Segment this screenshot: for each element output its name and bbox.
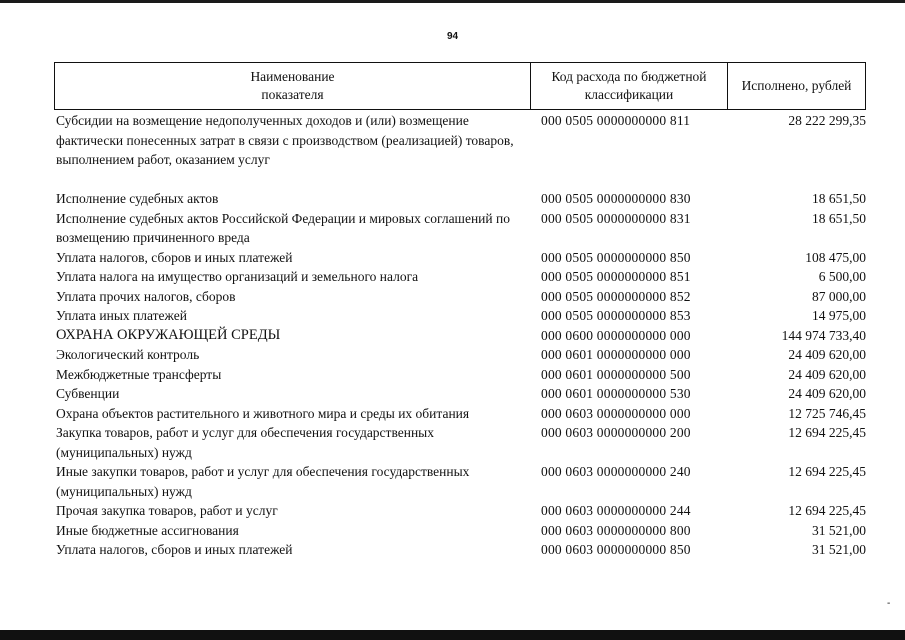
row-amount: 18 651,50 — [812, 210, 866, 226]
row-code: 000 0603 0000000000 240 — [541, 464, 691, 479]
page-number: 94 — [446, 31, 459, 42]
row-name: Охрана объектов растительного и животного мира и среды их обитания — [56, 405, 470, 421]
row-amount: 108 475,00 — [805, 249, 866, 265]
row-name: Иные закупки товаров, работ и услуг для обеспечения государственных (муниципальных) нужд — [56, 464, 470, 499]
row-name: ОХРАНА ОКРУЖАЮЩЕЙ СРЕДЫ — [56, 326, 281, 343]
row-amount: 87 000,00 — [812, 288, 866, 304]
row-amount: 24 409 620,00 — [788, 347, 866, 362]
scan-dash-mark: - — [887, 598, 891, 609]
table-row — [54, 501, 866, 521]
row-name: Закупка товаров, работ и услуг для обеспечения государственных (муниципальных) нужд — [56, 425, 435, 460]
row-amount: 6 500,00 — [818, 269, 866, 284]
table-header — [54, 62, 866, 110]
row-name: Экологический контроль — [56, 347, 200, 362]
row-name: Исполнение судебных актов Российской Федерации и мировых соглашений по возмещению причиненного вреда — [56, 210, 510, 245]
row-code: 000 0505 0000000000 853 — [541, 308, 691, 323]
table-row — [54, 365, 866, 385]
table-row — [54, 287, 866, 307]
bottom-border — [0, 630, 905, 640]
row-code: 000 0505 0000000000 852 — [541, 288, 691, 304]
table-body — [54, 111, 866, 560]
header-amount-label: Исполнено, рублей — [741, 78, 852, 93]
row-name: Иные бюджетные ассигнования — [56, 522, 239, 538]
row-amount: 31 521,00 — [812, 522, 866, 538]
row-code: 000 0505 0000000000 831 — [541, 210, 691, 226]
row-name: Межбюджетные трансферты — [56, 366, 222, 382]
row-code: 000 0603 0000000000 200 — [541, 425, 691, 440]
row-amount: 31 521,00 — [812, 542, 866, 557]
table-row — [54, 404, 866, 424]
table-row — [54, 384, 866, 404]
row-code: 000 0505 0000000000 830 — [541, 191, 691, 206]
row-code: 000 0603 0000000000 800 — [541, 522, 691, 538]
header-code-label: Код расхода по бюджетной классификации — [551, 69, 707, 102]
header-name-label: Наименование показателя — [250, 69, 335, 102]
row-amount: 28 222 299,35 — [788, 113, 866, 128]
row-amount: 12 725 746,45 — [788, 405, 866, 421]
row-amount: 24 409 620,00 — [788, 366, 866, 382]
header-code-column — [531, 63, 728, 109]
table-row — [54, 326, 866, 346]
row-amount: 144 974 733,40 — [781, 327, 866, 343]
row-code: 000 0600 0000000000 000 — [541, 327, 691, 343]
table-row — [54, 267, 866, 287]
row-amount: 14 975,00 — [812, 308, 866, 323]
row-code: 000 0603 0000000000 244 — [541, 503, 691, 518]
table-row — [54, 521, 866, 541]
row-code: 000 0603 0000000000 000 — [541, 405, 691, 421]
row-code: 000 0601 0000000000 530 — [541, 386, 691, 401]
row-name: Исполнение судебных актов — [56, 191, 219, 206]
row-amount: 18 651,50 — [812, 191, 866, 206]
header-name-column — [55, 63, 531, 109]
row-amount: 12 694 225,45 — [788, 425, 866, 440]
row-name: Уплата налога на имущество организаций и земельного налога — [56, 269, 419, 284]
table-row — [54, 209, 866, 248]
row-name: Уплата иных платежей — [56, 308, 187, 323]
top-border — [0, 0, 905, 3]
row-name: Уплата налогов, сборов и иных платежей — [56, 542, 293, 557]
table-row — [54, 189, 866, 209]
row-code: 000 0505 0000000000 850 — [541, 249, 691, 265]
row-code: 000 0603 0000000000 850 — [541, 542, 691, 557]
table-row — [54, 462, 866, 501]
table-row — [54, 306, 866, 326]
row-amount: 24 409 620,00 — [788, 386, 866, 401]
row-name: Уплата прочих налогов, сборов — [56, 288, 236, 304]
table-row — [54, 423, 866, 462]
table-row — [54, 345, 866, 365]
row-code: 000 0505 0000000000 851 — [541, 269, 691, 284]
row-code: 000 0505 0000000000 811 — [541, 113, 691, 128]
table-row — [54, 540, 866, 560]
row-amount: 12 694 225,45 — [788, 464, 866, 479]
table-row — [54, 248, 866, 268]
header-amount-column — [728, 63, 865, 109]
table-row — [54, 111, 866, 189]
row-code: 000 0601 0000000000 000 — [541, 347, 691, 362]
row-name: Субсидии на возмещение недополученных доходов и (или) возмещение фактически понесенных затрат в связи с производством (реализацией) товаров, выполнением работ, оказанием услуг — [56, 113, 514, 167]
row-name: Уплата налогов, сборов и иных платежей — [56, 249, 293, 265]
row-name: Субвенции — [56, 386, 120, 401]
row-name: Прочая закупка товаров, работ и услуг — [56, 503, 278, 518]
row-amount: 12 694 225,45 — [788, 503, 866, 518]
row-code: 000 0601 0000000000 500 — [541, 366, 691, 382]
